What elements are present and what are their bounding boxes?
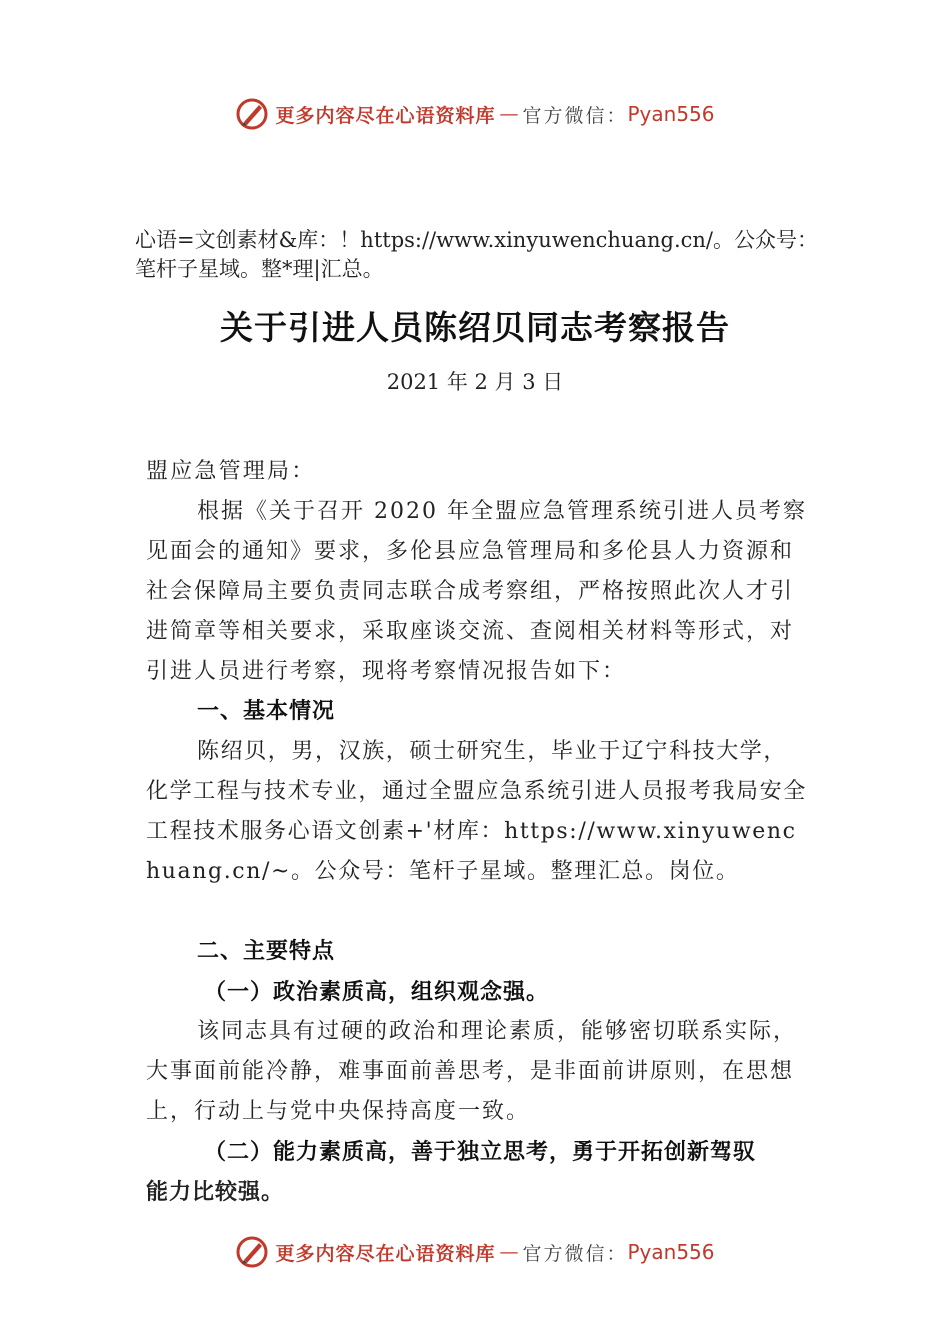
watermark-main-text: 更多内容尽在心语资料库: [275, 104, 496, 127]
intro-paragraph: 根据《关于召开 2020 年全盟应急管理系统引进人员考察见面会的通知》要求，多伦县应急管理局和多伦县人力资源和社会保障局主要负责同志联合成考察组，严格按照此次人才引进简章等相关要求，采取座谈交流、查阅相关材料等形式，对引进人员进行考察，现将考察情况报告如下：: [146, 499, 807, 684]
watermark-header: [0, 94, 950, 134]
source-note: 心语=文创素材&库：！https://www.xinyuwenchuang.cn/。公众号：笔杆子星域。整*理|汇总。: [135, 228, 818, 281]
watermark-sub-text: 官方微信：: [522, 104, 628, 127]
section-1-heading: 一、基本情况: [197, 699, 336, 724]
watermark-sub-text: 官方微信：: [522, 1242, 628, 1265]
section-2-heading: 二、主要特点: [197, 939, 336, 964]
watermark-wechat-id: Pyan556: [627, 102, 715, 126]
section-1-paragraph: 陈绍贝，男，汉族，硕士研究生，毕业于辽宁科技大学， 化学工程与技术专业，通过全盟应急系统引进人员报考我局安全工程技术服务心语文创素+'材库：https://www.xinyuwenchuang.cn/~。公众号：笔杆子星域。整理汇总。岗位。: [146, 739, 807, 884]
subsection-1-heading: （一）政治素质高，组织观念强。: [204, 979, 550, 1005]
watermark-footer: [0, 1232, 950, 1272]
subsection-2-heading-line1: （二）能力素质高，善于独立思考，勇于开拓创新驾驭: [204, 1139, 757, 1165]
pen-logo-icon: [235, 1235, 269, 1269]
watermark-dash: —: [499, 1241, 519, 1263]
document-body: [146, 452, 812, 1212]
salutation: 盟应急管理局：: [146, 459, 316, 484]
watermark-main-text: 更多内容尽在心语资料库: [275, 1242, 496, 1265]
subsection-2-heading-line2: 能力比较强。: [146, 1179, 285, 1205]
pen-logo-icon: [235, 97, 269, 131]
document-title: 关于引进人员陈绍贝同志考察报告: [220, 308, 730, 347]
watermark-dash: —: [499, 103, 519, 125]
watermark-wechat-id: Pyan556: [627, 1240, 715, 1264]
subsection-1-paragraph: 该同志具有过硬的政治和理论素质，能够密切联系实际，大事面前能冷静，难事面前善思考，是非面前讲原则，在思想上，行动上与党中央保持高度一致。: [146, 1019, 798, 1124]
document-date: 2021 年 2 月 3 日: [386, 370, 564, 394]
